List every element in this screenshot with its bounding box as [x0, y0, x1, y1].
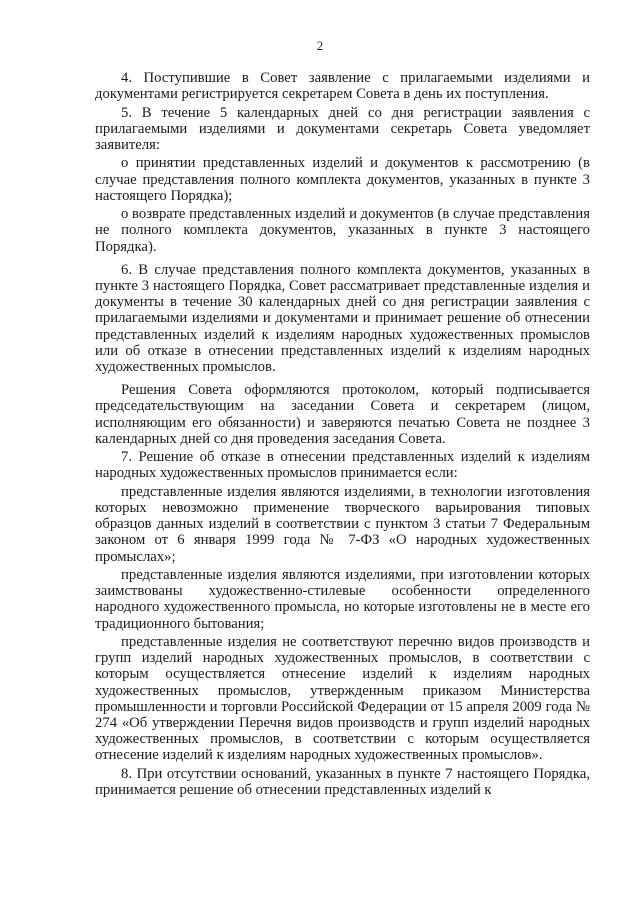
document-body: [95, 70, 590, 800]
paragraph-7-reason-3: представленные изделия не соответствуют перечню видов производств и групп изделий народных художественных промыслов, в соответствии с которым осуществляется отнесение изделий к изделиям народных художественных промыслов, утвержденным приказом Министерства промышленности и торговли Российской Федерации от 15 апреля 2009 года № 274 «Об утверждении Перечня видов производств и групп изделий народных художественных промыслов, в соответствии с которым осуществляется отнесение изделий к изделиям народных художественных промыслов».: [95, 634, 590, 764]
paragraph-4-registration: 4. Поступившие в Совет заявление с прилагаемыми изделиями и документами регистрируется секретарем Совета в день их поступления.: [95, 70, 590, 103]
paragraph-8-decision: 8. При отсутствии оснований, указанных в пункте 7 настоящего Порядка, принимается решение об отнесении представленных изделий к: [95, 765, 590, 799]
paragraph-5-notification: 5. В течение 5 календарных дней со дня регистрации заявления с прилагаемыми изделиями и документами секретарь Совета уведомляет заявителя:: [95, 104, 590, 153]
page-number: 2: [316, 38, 324, 53]
paragraph-7-reason-1: представленные изделия являются изделиями, в технологии изготовления которых невозможно применение творческого варьирования типовых образцов данных изделий в соответствии с пунктом 3 статьи 7 Федеральным законом от 6 января 1999 года № 7-ФЗ «О народных художественных промыслах»;: [95, 483, 590, 565]
paragraph-6-protocol: Решения Совета оформляются протоколом, который подписывается председательствующим на заседании Совета и секретарем (лицом, исполняющим его обязанности) и заверяются печатью Совета не позднее 3 календарных дней со дня проведения заседания Совета.: [95, 382, 590, 447]
paragraph-7-reason-2: представленные изделия являются изделиями, при изготовлении которых заимствованы художественно-стилевые особенности определенного народного художественного промысла, но которые изготовлены не в месте его традиционного бытования;: [95, 567, 590, 632]
paragraph-6-review: 6. В случае представления полного комплекта документов, указанных в пункте 3 настоящего Порядка, Совет рассматривает представленные изделия и документы в течение 30 календарных дней со дня регистрации заявления с прилагаемыми изделиями и документами и принимает решение об отнесении представленных изделий к изделиям народных художественных промыслов или об отказе в отнесении представленных изделий к изделиям народных художественных промыслов.: [95, 261, 590, 376]
paragraph-5-acceptance: о принятии представленных изделий и документов к рассмотрению (в случае представления полного комплекта документов, указанных в пункте 3 настоящего Порядка);: [95, 155, 590, 204]
paragraph-7-refusal: 7. Решение об отказе в отнесении представленных изделий к изделиям народных художественных промыслов принимается если:: [95, 449, 590, 482]
paragraph-5-return: о возврате представленных изделий и документов (в случае представления не полного комплекта документов, указанных в пункте 3 настоящего Порядка).: [95, 206, 590, 255]
